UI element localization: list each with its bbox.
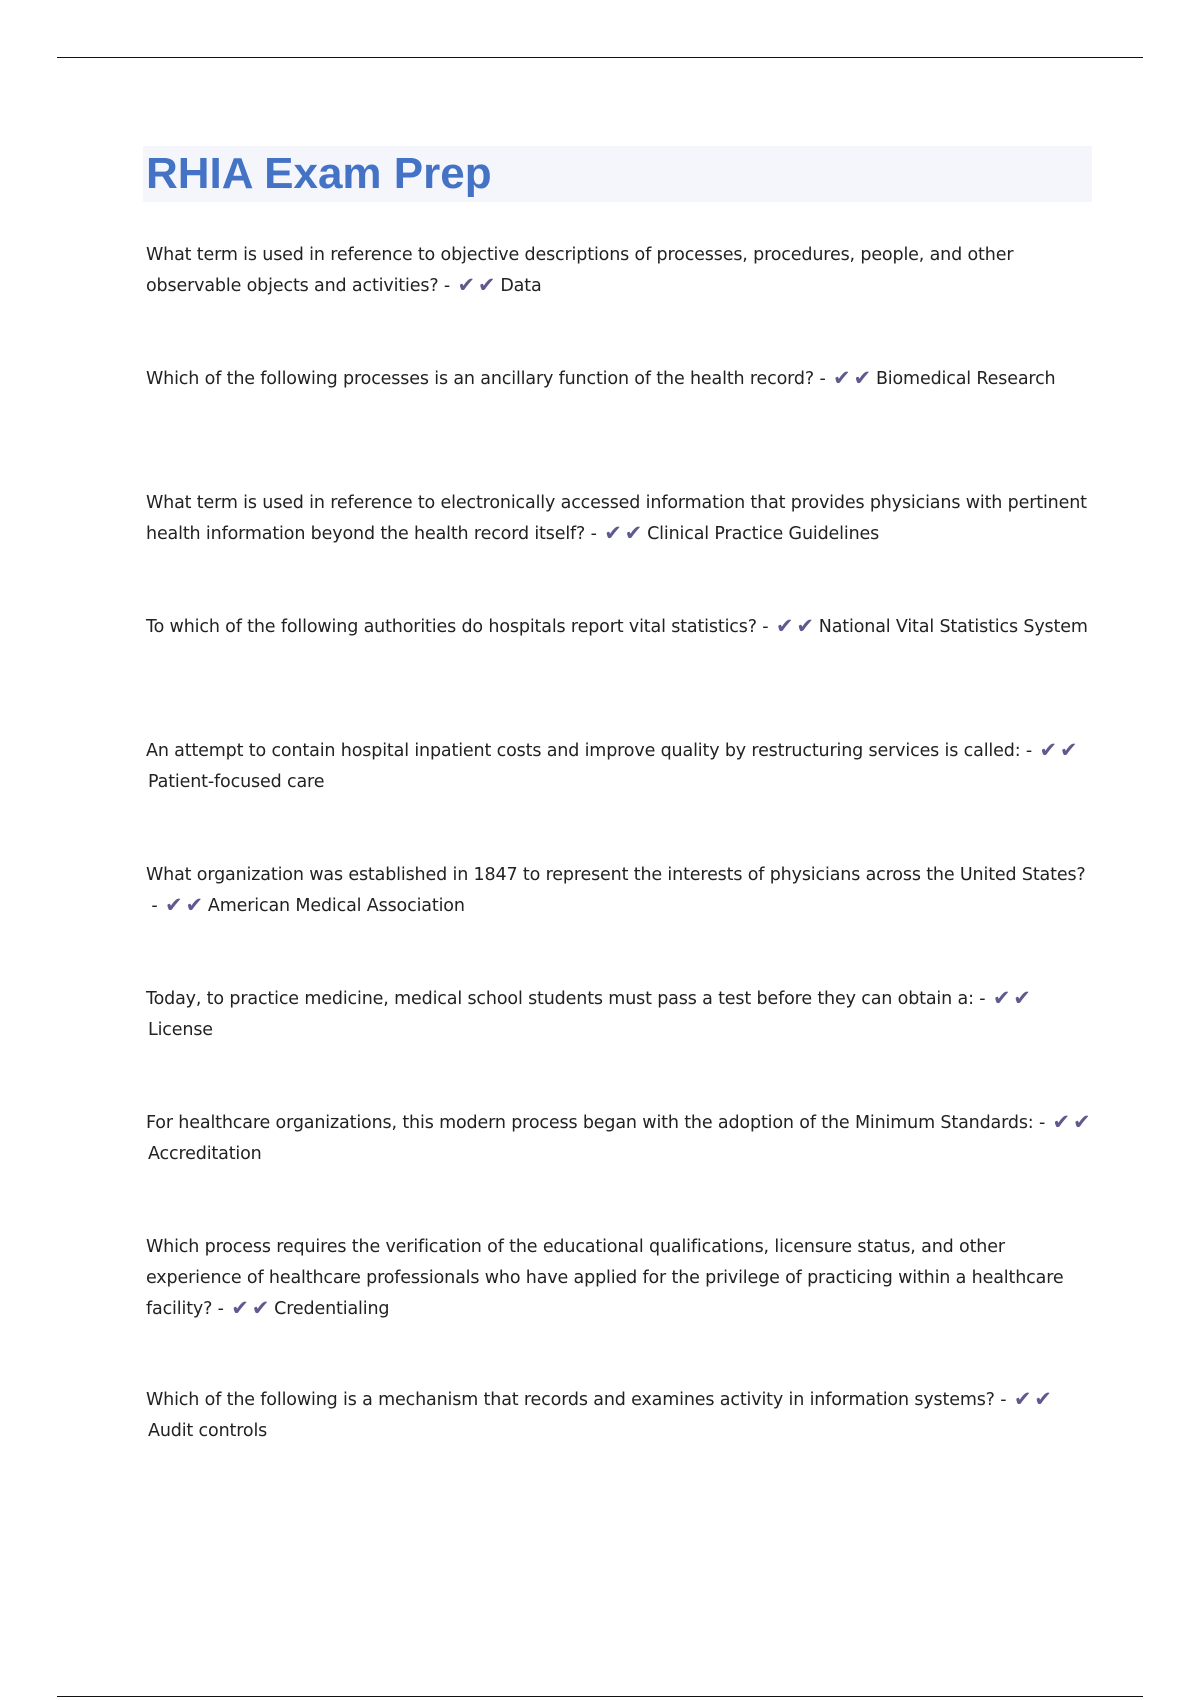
separator: - — [1020, 741, 1038, 761]
qa-item — [146, 612, 1096, 643]
check-mark-icon: ✔ — [796, 614, 814, 638]
check-mark-icon: ✔ — [1034, 1387, 1052, 1411]
check-mark-icon: ✔ — [1073, 1110, 1091, 1134]
separator: - — [994, 1390, 1012, 1410]
answer-text: Patient-focused care — [148, 772, 325, 792]
check-mark-icon: ✔ — [251, 1296, 270, 1320]
bottom-rule — [57, 1696, 1143, 1697]
answer-text: Clinical Practice Guidelines — [647, 524, 880, 544]
separator: - — [973, 989, 991, 1009]
qa-item — [146, 1232, 1096, 1325]
question-text: What term is used in reference to electronically accessed information that provides physicians with pertinent health information beyond the health record itself? — [146, 493, 1087, 544]
qa-item — [146, 736, 1096, 798]
answer-text: National Vital Statistics System — [818, 617, 1088, 637]
qa-item — [146, 1385, 1096, 1447]
check-mark-icon: ✔ — [457, 273, 475, 297]
check-mark-icon: ✔ — [231, 1296, 249, 1320]
title-band — [143, 146, 1092, 202]
qa-item — [146, 984, 1096, 1046]
question-text: Which of the following processes is an ancillary function of the health record? — [146, 369, 815, 389]
question-text: Which of the following is a mechanism that records and examines activity in information systems? — [146, 1390, 995, 1410]
question-text: Today, to practice medicine, medical school students must pass a test before they can obtain a: — [146, 989, 974, 1009]
qa-item — [146, 488, 1096, 550]
check-mark-icon: ✔ — [775, 614, 794, 638]
answer-text: License — [148, 1020, 213, 1040]
answer-text: American Medical Association — [207, 896, 465, 916]
top-rule — [57, 57, 1143, 58]
answer-text: Credentialing — [274, 1299, 390, 1319]
check-mark-icon: ✔ — [185, 893, 203, 917]
qa-item — [146, 364, 1096, 395]
separator: - — [438, 276, 456, 296]
check-mark-icon: ✔ — [1013, 1387, 1032, 1411]
check-mark-icon: ✔ — [477, 273, 496, 297]
separator: - — [585, 524, 603, 544]
answer-text: Audit controls — [148, 1421, 268, 1441]
question-text: For healthcare organizations, this modern process began with the adoption of the Minimum Standards: — [146, 1113, 1034, 1133]
check-mark-icon: ✔ — [853, 366, 871, 390]
separator: - — [146, 896, 163, 916]
separator: - — [1033, 1113, 1051, 1133]
check-mark-icon: ✔ — [1059, 738, 1078, 762]
question-text: To which of the following authorities do hospitals report vital statistics? — [146, 617, 757, 637]
check-mark-icon: ✔ — [604, 521, 622, 545]
separator: - — [814, 369, 832, 389]
qa-item — [146, 240, 1096, 302]
question-text: An attempt to contain hospital inpatient costs and improve quality by restructuring services is called: — [146, 741, 1021, 761]
check-mark-icon: ✔ — [624, 521, 643, 545]
qa-item — [146, 860, 1096, 922]
question-text: What term is used in reference to objective descriptions of processes, procedures, people, and other observable objects and activities? — [146, 245, 1014, 296]
check-mark-icon: ✔ — [1052, 1110, 1070, 1134]
question-text: What organization was established in 1847 to represent the interests of physicians across the United States? — [146, 865, 1086, 885]
qa-item — [146, 1108, 1096, 1170]
separator: - — [756, 617, 774, 637]
check-mark-icon: ✔ — [165, 893, 183, 917]
check-mark-icon: ✔ — [992, 986, 1011, 1010]
check-mark-icon: ✔ — [1039, 738, 1057, 762]
separator: - — [212, 1299, 230, 1319]
check-mark-icon: ✔ — [1013, 986, 1031, 1010]
check-mark-icon: ✔ — [833, 366, 851, 390]
answer-text: Data — [500, 276, 542, 296]
page-title: RHIA Exam Prep — [146, 149, 492, 198]
answer-text: Accreditation — [148, 1144, 262, 1164]
answer-text: Biomedical Research — [875, 369, 1056, 389]
question-text: Which process requires the verification of the educational qualifications, licensure status, and other experience of healthcare professionals who have applied for the privilege of practicing within a healthcare facility? — [146, 1237, 1064, 1319]
